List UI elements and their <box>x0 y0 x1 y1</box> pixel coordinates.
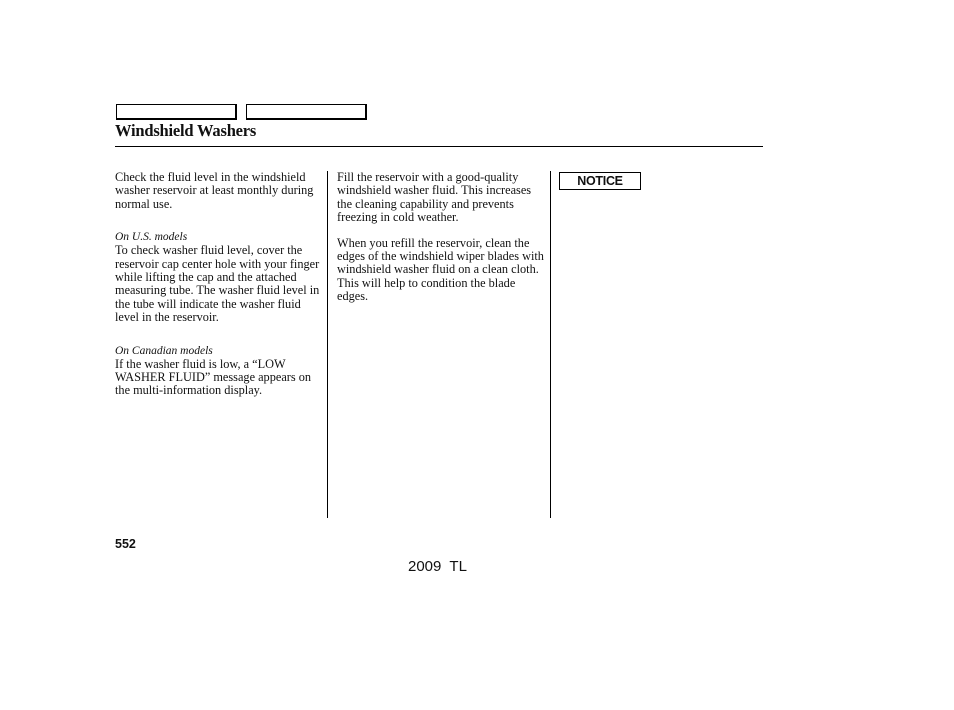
nav-tab-main-menu[interactable] <box>116 104 237 120</box>
intro-paragraph: Check the fluid level in the windshield washer reservoir at least monthly during normal use. <box>115 170 314 211</box>
clean-blades-paragraph: When you refill the reservoir, clean the edges of the windshield wiper blades with windshield washer fluid on a clean cloth. This will help to condition the blade edges. <box>337 235 544 304</box>
canadian-models-heading: On Canadian models <box>115 344 213 357</box>
column-divider <box>550 171 551 518</box>
model-footer: 2009 TL <box>408 558 467 575</box>
column-divider <box>327 171 328 518</box>
nav-tab-table-of-contents[interactable] <box>246 104 367 120</box>
canadian-models-paragraph: If the washer fluid is low, a “LOW WASHER FLUID” message appears on the multi-information display. <box>115 356 312 398</box>
us-models-paragraph: To check washer fluid level, cover the reservoir cap center hole with your finger while lifting the cap and the attached measuring tube. The washer fluid level in the tube will indicate the washer fluid level in the reservoir. <box>115 243 320 325</box>
fill-reservoir-paragraph: Fill the reservoir with a good-quality windshield washer fluid. This increases the cleaning capability and prevents freezing in cold weather. <box>337 170 532 225</box>
page-number: 552 <box>115 537 136 551</box>
column-middle <box>337 171 544 304</box>
us-models-heading: On U.S. models <box>115 231 188 244</box>
column-left <box>115 171 320 398</box>
notice-label: NOTICE <box>559 172 641 190</box>
title-divider <box>115 146 763 147</box>
page-title: Windshield Washers <box>115 121 257 140</box>
